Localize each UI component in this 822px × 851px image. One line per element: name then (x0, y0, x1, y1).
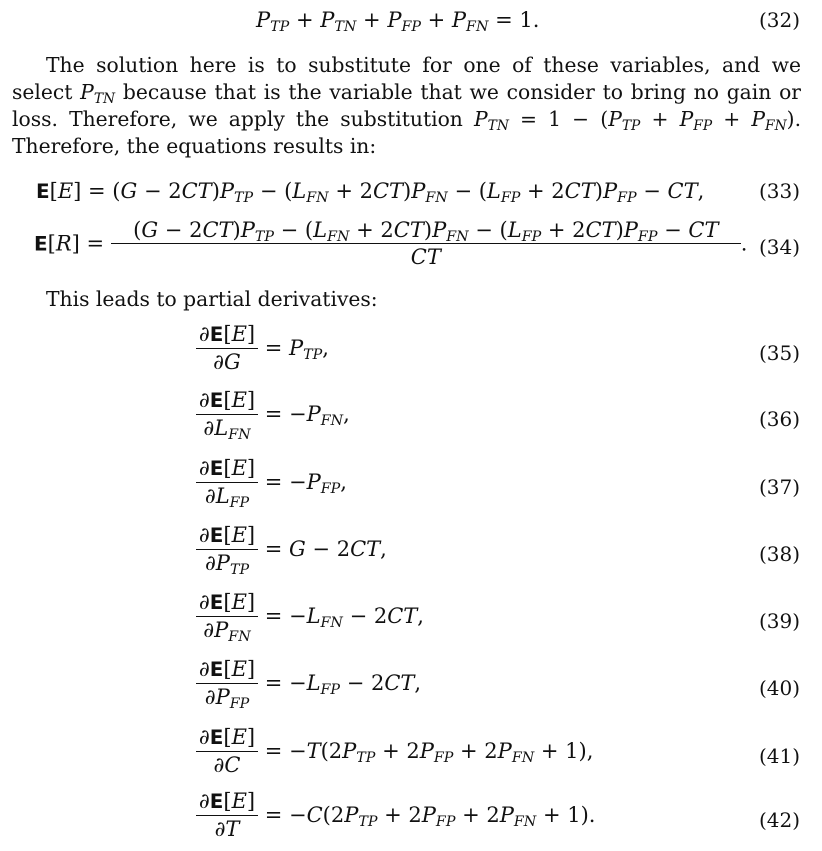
paragraph-text: because that is the variable that we consider to bring no gain or loss. Therefore, we apply the substitution (12, 80, 801, 131)
equation-39-body: ∂E[E] $\partial P_{FN}$ = $-L_{FN} - 2CT$, (196, 592, 424, 641)
paragraph-text: . Therefore, the equations results in: (12, 107, 802, 158)
equation-number: (33) (758, 179, 800, 203)
equation-37-body: ∂E[E] $\partial L_{FP}$ = $-P_{FP}$, (196, 458, 347, 507)
equation-number: (34) (758, 235, 800, 259)
equation-number: (32) (758, 8, 800, 32)
paragraph-text: The solution here is to substitute for one of these variables, and we select (12, 53, 801, 104)
equation-42-body: $\frac{\partial E[E]}{\partial T}$ = $-C(2P_{TP} + 2P_{FP} + 2P_{FN} + 1)$. (196, 791, 595, 840)
equation-35-body: $\frac{\partial E[E]}{\partial G}$ = $P_{TP}$, (196, 324, 329, 373)
equation-number: (38) (758, 542, 800, 566)
equation-number: (39) (758, 609, 800, 633)
equation-34-body: E[R] = $\frac{(G - 2CT)P_{TP} - (L_{FN} + 2CT)P_{FN} - (L_{FP} + 2CT)P_{FP} - CT}{CT}$ . (34, 218, 748, 269)
equation-number: (35) (758, 341, 800, 365)
equation-41-body: $\frac{\partial E[E]}{\partial C}$ = $-T(2P_{TP} + 2P_{FP} + 2P_{FN} + 1)$, (196, 727, 593, 776)
equation-number: (36) (758, 407, 800, 431)
equation-36-body: ∂E[E] $\partial L_{FN}$ = $-P_{FN}$, (196, 390, 350, 439)
equation-38-body: ∂E[E] $\partial P_{TP}$ = G − 2CT, (196, 525, 387, 574)
equation-number: (40) (758, 676, 800, 700)
equation-33-body: $E[E] = (G - 2CT)P_{TP} - (L_{FN} + 2CT)P_{FN} - (L_{FP} + 2CT)P_{FP}$ − CT, (36, 179, 705, 206)
equation-number: (37) (758, 475, 800, 499)
equation-number: (42) (758, 808, 800, 832)
equation-32-body: $P_{TP} + P_{TN} + P_{FP} + P_{FN} = 1$. (256, 8, 540, 35)
paragraph-derivatives-intro: This leads to partial derivatives: (46, 287, 378, 311)
paragraph-substitution: The solution here is to substitute for one of these variables, and we select $P_{TN}$ because that is the variable that we consider to bring no gain or loss. Therefore, we apply the substitution $P_{TN} = 1 - (P_{TP} + P_{FP} + P_{FN})$. Therefore, the equations results in: (12, 53, 802, 158)
equation-number: (41) (758, 744, 800, 768)
equation-40-body: ∂E[E] $\partial P_{FP}$ = $-L_{FP} - 2CT$, (196, 659, 421, 708)
